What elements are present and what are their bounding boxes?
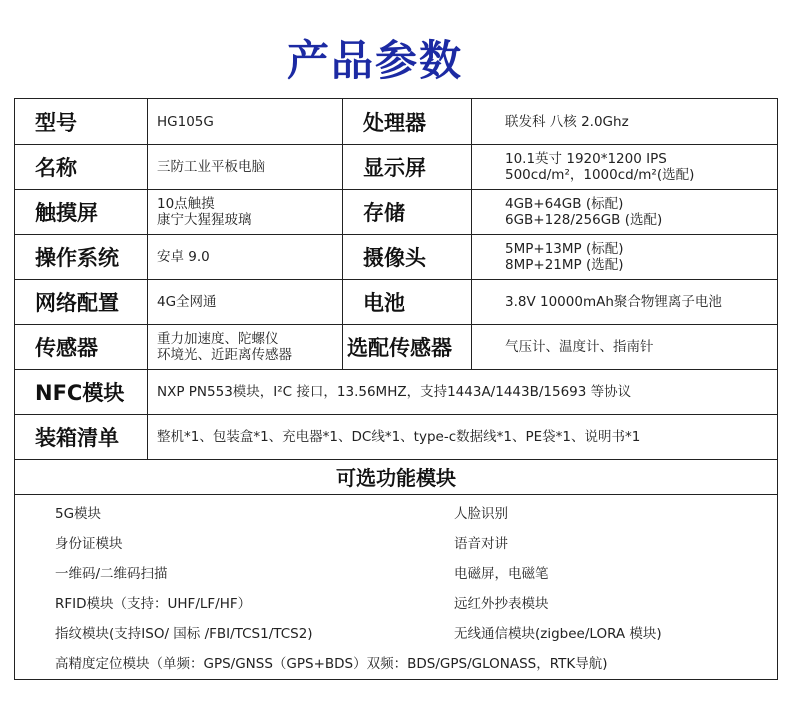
display-value: 10.1英寸 1920*1200 IPS 500cd/m²，1000cd/m²(选配) — [505, 150, 695, 183]
storage-label: 存储 — [363, 200, 405, 225]
network-label: 网络配置 — [35, 290, 119, 315]
name-value: 三防工业平板电脑 — [157, 158, 265, 175]
touch-value: 10点触摸 康宁大猩猩玻璃 — [157, 195, 252, 228]
storage-value: 4GB+64GB (标配) 6GB+128/256GB (选配) — [505, 195, 663, 228]
touch-label: 触摸屏 — [35, 200, 98, 225]
optional-item: 身份证模块 — [55, 536, 123, 552]
nfc-label: NFC模块 — [35, 380, 125, 405]
optional-item: 远红外抄表模块 — [454, 596, 549, 612]
name-label: 名称 — [35, 155, 77, 180]
optional-item: 人脸识别 — [454, 506, 508, 522]
battery-value: 3.8V 10000mAh聚合物锂离子电池 — [505, 293, 722, 310]
sensor-value: 重力加速度、陀螺仪 环境光、近距离传感器 — [157, 330, 292, 363]
optional-sensor-value: 气压计、温度计、指南针 — [505, 338, 654, 355]
optional-item: RFID模块（支持：UHF/LF/HF） — [55, 596, 252, 612]
optional-modules-title: 可选功能模块 — [336, 466, 456, 490]
os-label: 操作系统 — [35, 245, 119, 270]
cpu-value: 联发科 八核 2.0Ghz — [505, 113, 629, 130]
spec-table — [14, 98, 778, 680]
optional-item: 高精度定位模块（单频：GPS/GNSS（GPS+BDS）双频：BDS/GPS/GLONASS，RTK导航) — [55, 656, 608, 672]
optional-item: 一维码/二维码扫描 — [55, 566, 168, 582]
optional-item: 电磁屏，电磁笔 — [454, 566, 549, 582]
nfc-value: NXP PN553模块，I²C 接口，13.56MHZ，支持1443A/1443B/15693 等协议 — [157, 383, 632, 400]
camera-value: 5MP+13MP (标配) 8MP+21MP (选配) — [505, 240, 624, 273]
network-value: 4G全网通 — [157, 293, 217, 310]
display-label: 显示屏 — [363, 155, 426, 180]
page-title: 产品参数 — [286, 36, 463, 85]
optional-item: 指纹模块(支持ISO/ 国标 /FBI/TCS1/TCS2) — [55, 626, 313, 642]
optional-item: 语音对讲 — [454, 536, 508, 552]
packing-value: 整机*1、包装盒*1、充电器*1、DC线*1、type-c数据线*1、PE袋*1、说明书*1 — [157, 428, 641, 445]
packing-label: 装箱清单 — [35, 425, 119, 450]
os-value: 安卓 9.0 — [157, 248, 210, 265]
cpu-label: 处理器 — [363, 110, 426, 135]
battery-label: 电池 — [363, 290, 405, 315]
sensor-label: 传感器 — [35, 335, 98, 360]
optional-sensor-label: 选配传感器 — [347, 335, 452, 360]
optional-item: 无线通信模块(zigbee/LORA 模块) — [454, 626, 662, 642]
model-label: 型号 — [35, 110, 77, 135]
camera-label: 摄像头 — [363, 245, 426, 270]
optional-item: 5G模块 — [55, 506, 102, 522]
model-value: HG105G — [157, 113, 214, 130]
